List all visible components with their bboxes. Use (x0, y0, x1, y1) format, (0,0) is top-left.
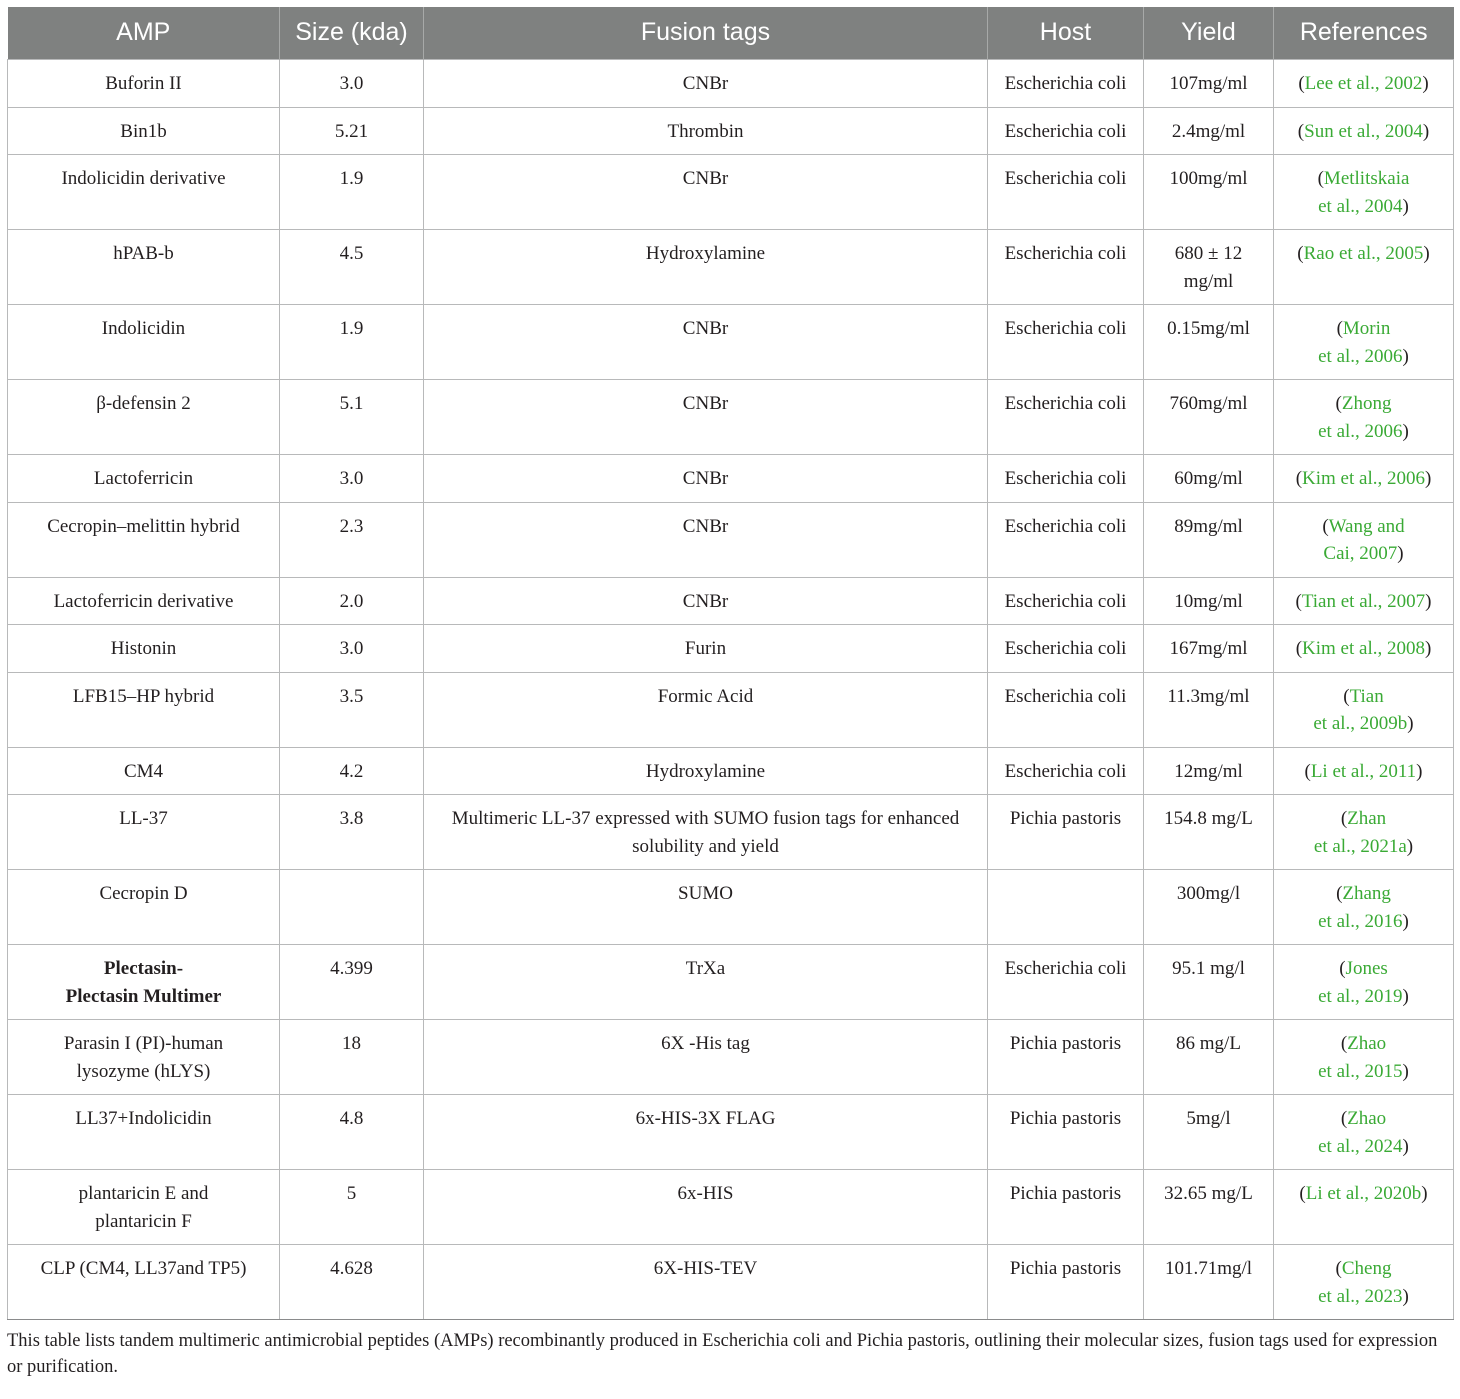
cell-amp (8, 625, 280, 673)
table-row (8, 230, 1454, 305)
cell-yield-line: 100mg/ml (1169, 168, 1248, 189)
cell-host: Pichia pastoris (988, 1170, 1144, 1245)
cell-reference: (Zhao et al., 2024) (1274, 1095, 1454, 1170)
cell-host: Escherichia coli (988, 945, 1144, 1020)
cell-fusion-tags: CNBr (424, 380, 988, 455)
reference-link[interactable]: et al., 2006 (1318, 420, 1403, 442)
cell-amp-line: Cecropin D (99, 883, 188, 904)
cell-reference: (Zhang et al., 2016) (1274, 870, 1454, 945)
cell-yield (1144, 502, 1274, 577)
cell-amp (8, 945, 280, 1020)
cell-amp-line: Plectasin Multimer (65, 985, 222, 1007)
cell-size: 5.21 (280, 107, 424, 155)
cell-reference: (Zhao et al., 2015) (1274, 1020, 1454, 1095)
reference-link[interactable]: Zhong (1341, 393, 1392, 414)
reference-link[interactable]: Cai, 2007 (1323, 543, 1398, 564)
cell-amp (8, 455, 280, 503)
cell-yield-line: 12mg/ml (1174, 760, 1243, 782)
cell-yield-line: 107mg/ml (1169, 73, 1248, 94)
reference-link[interactable]: Zhang (1342, 883, 1391, 904)
cell-amp-line: β-defensin 2 (96, 393, 191, 414)
table-row (8, 1245, 1454, 1320)
cell-amp (8, 795, 280, 870)
cell-host: Pichia pastoris (988, 1095, 1144, 1170)
cell-fusion-tags: Hydroxylamine (424, 230, 988, 305)
amp-table (7, 7, 1454, 1320)
cell-host: Escherichia coli (988, 107, 1144, 155)
reference-link[interactable]: et al., 2023 (1318, 1285, 1403, 1307)
cell-host: Escherichia coli (988, 502, 1144, 577)
cell-reference: (Jones et al., 2019) (1274, 945, 1454, 1020)
cell-yield-line: 2.4mg/ml (1171, 120, 1246, 142)
header-size: Size (kda) (280, 7, 424, 60)
reference-link[interactable]: et al., 2016 (1318, 910, 1403, 932)
cell-yield-line: 86 mg/L (1176, 1033, 1241, 1054)
cell-yield (1144, 107, 1274, 155)
cell-fusion-tags: CNBr (424, 455, 988, 503)
cell-yield-line: 101.71mg/l (1164, 1258, 1253, 1279)
reference-link[interactable]: Kim et al., 2006 (1302, 468, 1425, 489)
cell-amp-line: Parasin I (PI)-human (63, 1033, 224, 1054)
cell-amp-line: plantaricin F (95, 1210, 192, 1232)
reference-link[interactable]: Zhao (1347, 1108, 1387, 1129)
cell-amp (8, 577, 280, 625)
cell-size: 3.0 (280, 60, 424, 108)
reference-link[interactable]: Jones (1345, 958, 1388, 979)
table-row (8, 502, 1454, 577)
cell-size: 4.2 (280, 747, 424, 795)
table-row (8, 945, 1454, 1020)
cell-host: Pichia pastoris (988, 1245, 1144, 1320)
table-row (8, 380, 1454, 455)
cell-yield (1144, 1170, 1274, 1245)
cell-amp-line: CM4 (123, 760, 164, 782)
table-row (8, 60, 1454, 108)
cell-size: 4.8 (280, 1095, 424, 1170)
cell-amp (8, 747, 280, 795)
cell-yield (1144, 672, 1274, 747)
cell-fusion-tags: 6x-HIS (424, 1170, 988, 1245)
reference-link[interactable]: Cheng (1341, 1258, 1392, 1279)
cell-yield (1144, 380, 1274, 455)
cell-yield-line: 60mg/ml (1174, 468, 1243, 489)
cell-fusion-tags: Thrombin (424, 107, 988, 155)
table-row (8, 305, 1454, 380)
cell-amp (8, 502, 280, 577)
cell-reference: (Kim et al., 2006) (1274, 455, 1454, 503)
header-references: References (1274, 7, 1454, 60)
cell-reference: (Lee et al., 2002) (1274, 60, 1454, 108)
cell-yield (1144, 577, 1274, 625)
cell-yield-line: 95.1 mg/l (1172, 958, 1245, 979)
cell-fusion-tags: CNBr (424, 60, 988, 108)
cell-yield-line: 10mg/ml (1174, 590, 1243, 612)
cell-yield (1144, 230, 1274, 305)
cell-amp-line: Lactoferricin derivative (53, 590, 234, 612)
cell-size: 3.0 (280, 625, 424, 673)
cell-yield (1144, 155, 1274, 230)
table-header (8, 7, 1454, 60)
cell-host: Escherichia coli (988, 60, 1144, 108)
cell-yield-line: 167mg/ml (1169, 638, 1248, 659)
cell-fusion-tags: Furin (424, 625, 988, 673)
cell-yield (1144, 1245, 1274, 1320)
cell-yield-line: 0.15mg/ml (1167, 318, 1250, 339)
reference-link[interactable]: Lee et al., 2002 (1304, 73, 1423, 94)
cell-amp-line: Histonin (110, 638, 177, 659)
cell-size (280, 870, 424, 945)
cell-host: Escherichia coli (988, 672, 1144, 747)
reference-link[interactable]: et al., 2019 (1318, 985, 1403, 1007)
cell-amp-line: hPAB-b (113, 243, 174, 264)
cell-size: 18 (280, 1020, 424, 1095)
cell-amp (8, 155, 280, 230)
reference-link[interactable]: Zhan (1347, 808, 1387, 829)
cell-amp (8, 672, 280, 747)
table-row (8, 107, 1454, 155)
cell-amp (8, 305, 280, 380)
table-row (8, 795, 1454, 870)
cell-yield-line: 680 ± 12 (1174, 243, 1243, 264)
cell-fusion-tags: 6X-HIS-TEV (424, 1245, 988, 1320)
cell-host: Pichia pastoris (988, 1020, 1144, 1095)
cell-amp-line: Bin1b (120, 120, 167, 142)
cell-host: Escherichia coli (988, 380, 1144, 455)
table-row (8, 455, 1454, 503)
cell-fusion-tags: 6x-HIS-3X FLAG (424, 1095, 988, 1170)
table-row (8, 625, 1454, 673)
cell-reference: (Li et al., 2020b) (1274, 1170, 1454, 1245)
cell-yield (1144, 305, 1274, 380)
reference-link[interactable]: Zhao (1347, 1033, 1387, 1054)
reference-link[interactable]: Rao et al., 2005 (1303, 243, 1424, 264)
cell-yield (1144, 625, 1274, 673)
table-footnote: This table lists tandem multimeric antimicrobial peptides (AMPs) recombinantly produced in Escherichia coli and Pichia pastoris, outlining their molecular sizes, fusion tags used for expression or purification. (7, 1331, 1438, 1377)
cell-reference: (Rao et al., 2005) (1274, 230, 1454, 305)
reference-link[interactable]: Morin (1342, 318, 1391, 339)
table-row (8, 1095, 1454, 1170)
reference-link[interactable]: Li et al., 2011 (1310, 760, 1417, 782)
header-host: Host (988, 7, 1144, 60)
reference-link[interactable]: Li et al., 2020b (1305, 1183, 1422, 1204)
cell-amp-line: Indolicidin (101, 318, 186, 339)
cell-amp (8, 107, 280, 155)
cell-fusion-tags: SUMO (424, 870, 988, 945)
cell-amp-line: CLP (CM4, LL37and TP5) (40, 1258, 247, 1279)
table-body (8, 60, 1454, 1320)
cell-fusion-tags: Formic Acid (424, 672, 988, 747)
cell-reference: (Zhong et al., 2006) (1274, 380, 1454, 455)
cell-yield-line: 154.8 mg/L (1164, 808, 1253, 829)
cell-fusion-tags: CNBr (424, 155, 988, 230)
cell-fusion-tags: CNBr (424, 577, 988, 625)
cell-amp-line: Cecropin–melittin hybrid (47, 515, 240, 537)
cell-host: Escherichia coli (988, 577, 1144, 625)
cell-size: 1.9 (280, 155, 424, 230)
cell-yield-line: 300mg/l (1176, 883, 1241, 904)
cell-yield-line: mg/ml (1183, 270, 1234, 292)
cell-size: 3.0 (280, 455, 424, 503)
reference-link[interactable]: et al., 2015 (1318, 1060, 1403, 1082)
table-row (8, 155, 1454, 230)
cell-size: 4.5 (280, 230, 424, 305)
cell-size: 3.8 (280, 795, 424, 870)
cell-yield (1144, 1020, 1274, 1095)
cell-amp (8, 230, 280, 305)
table-row (8, 870, 1454, 945)
cell-yield-line: 11.3mg/ml (1167, 685, 1250, 707)
cell-host: Escherichia coli (988, 747, 1144, 795)
cell-host: Pichia pastoris (988, 795, 1144, 870)
cell-fusion-tags: Multimeric LL-37 expressed with SUMO fusion tags for enhanced solubility and yield (424, 795, 988, 870)
cell-host (988, 870, 1144, 945)
cell-host: Escherichia coli (988, 625, 1144, 673)
cell-amp (8, 1095, 280, 1170)
reference-link[interactable]: et al., 2006 (1318, 345, 1403, 367)
cell-reference: (Metlitskaia et al., 2004) (1274, 155, 1454, 230)
cell-yield (1144, 455, 1274, 503)
cell-size: 5 (280, 1170, 424, 1245)
cell-fusion-tags: TrXa (424, 945, 988, 1020)
cell-size: 1.9 (280, 305, 424, 380)
reference-link[interactable]: et al., 2009b (1313, 713, 1408, 734)
reference-link[interactable]: et al., 2021a (1313, 835, 1407, 857)
cell-yield (1144, 945, 1274, 1020)
cell-amp (8, 870, 280, 945)
cell-reference: (Tian et al., 2009b) (1274, 672, 1454, 747)
cell-amp-line: LL37+Indolicidin (75, 1108, 212, 1129)
cell-yield-line: 89mg/ml (1174, 515, 1243, 537)
table-row (8, 1170, 1454, 1245)
header-fusion-tags: Fusion tags (424, 7, 988, 60)
cell-amp (8, 1170, 280, 1245)
cell-reference: (Sun et al., 2004) (1274, 107, 1454, 155)
cell-amp (8, 1020, 280, 1095)
cell-amp-line: Lactoferricin (93, 468, 194, 489)
cell-amp (8, 60, 280, 108)
cell-reference: (Zhan et al., 2021a) (1274, 795, 1454, 870)
reference-link[interactable]: Metlitskaia (1323, 168, 1410, 189)
reference-link[interactable]: Kim et al., 2008 (1302, 638, 1425, 659)
cell-host: Escherichia coli (988, 230, 1144, 305)
reference-link[interactable]: Sun et al., 2004 (1304, 120, 1423, 142)
cell-reference: (Cheng et al., 2023) (1274, 1245, 1454, 1320)
cell-size: 2.3 (280, 502, 424, 577)
cell-fusion-tags: Hydroxylamine (424, 747, 988, 795)
document-page (7, 7, 1453, 1380)
table-row (8, 1020, 1454, 1095)
cell-size: 3.5 (280, 672, 424, 747)
reference-link[interactable]: Tian (1349, 685, 1384, 707)
cell-fusion-tags: CNBr (424, 502, 988, 577)
table-row (8, 577, 1454, 625)
cell-amp-line: Plectasin- (103, 958, 184, 979)
cell-yield (1144, 747, 1274, 795)
reference-link[interactable]: et al., 2024 (1318, 1135, 1403, 1157)
table-row (8, 747, 1454, 795)
cell-reference: (Kim et al., 2008) (1274, 625, 1454, 673)
cell-yield (1144, 1095, 1274, 1170)
cell-host: Escherichia coli (988, 455, 1144, 503)
cell-reference: (Tian et al., 2007) (1274, 577, 1454, 625)
cell-reference: (Li et al., 2011) (1274, 747, 1454, 795)
cell-amp-line: Buforin II (105, 73, 182, 94)
cell-amp-line: Indolicidin derivative (61, 168, 226, 189)
cell-size: 2.0 (280, 577, 424, 625)
reference-link[interactable]: Wang and (1328, 515, 1405, 537)
cell-yield-line: 32.65 mg/L (1164, 1183, 1253, 1204)
cell-yield-line: 760mg/ml (1169, 393, 1248, 414)
header-yield: Yield (1144, 7, 1274, 60)
cell-size: 4.628 (280, 1245, 424, 1320)
header-row (8, 7, 1454, 60)
cell-amp (8, 1245, 280, 1320)
cell-reference: (Wang and Cai, 2007) (1274, 502, 1454, 577)
cell-yield (1144, 60, 1274, 108)
cell-amp (8, 380, 280, 455)
cell-yield (1144, 870, 1274, 945)
reference-link[interactable]: et al., 2004 (1318, 195, 1403, 217)
header-amp: AMP (8, 7, 280, 60)
cell-amp-line: plantaricin E and (78, 1183, 209, 1204)
cell-reference: (Morin et al., 2006) (1274, 305, 1454, 380)
cell-yield (1144, 795, 1274, 870)
cell-amp-line: LL-37 (119, 808, 168, 829)
cell-fusion-tags: CNBr (424, 305, 988, 380)
cell-fusion-tags: 6X -His tag (424, 1020, 988, 1095)
cell-amp-line: lysozyme (hLYS) (76, 1060, 211, 1082)
cell-host: Escherichia coli (988, 305, 1144, 380)
cell-size: 5.1 (280, 380, 424, 455)
cell-yield-line: 5mg/l (1186, 1108, 1231, 1129)
cell-host: Escherichia coli (988, 155, 1144, 230)
cell-amp-line: LFB15–HP hybrid (72, 685, 215, 707)
cell-size: 4.399 (280, 945, 424, 1020)
table-row (8, 672, 1454, 747)
reference-link[interactable]: Tian et al., 2007 (1301, 590, 1426, 612)
